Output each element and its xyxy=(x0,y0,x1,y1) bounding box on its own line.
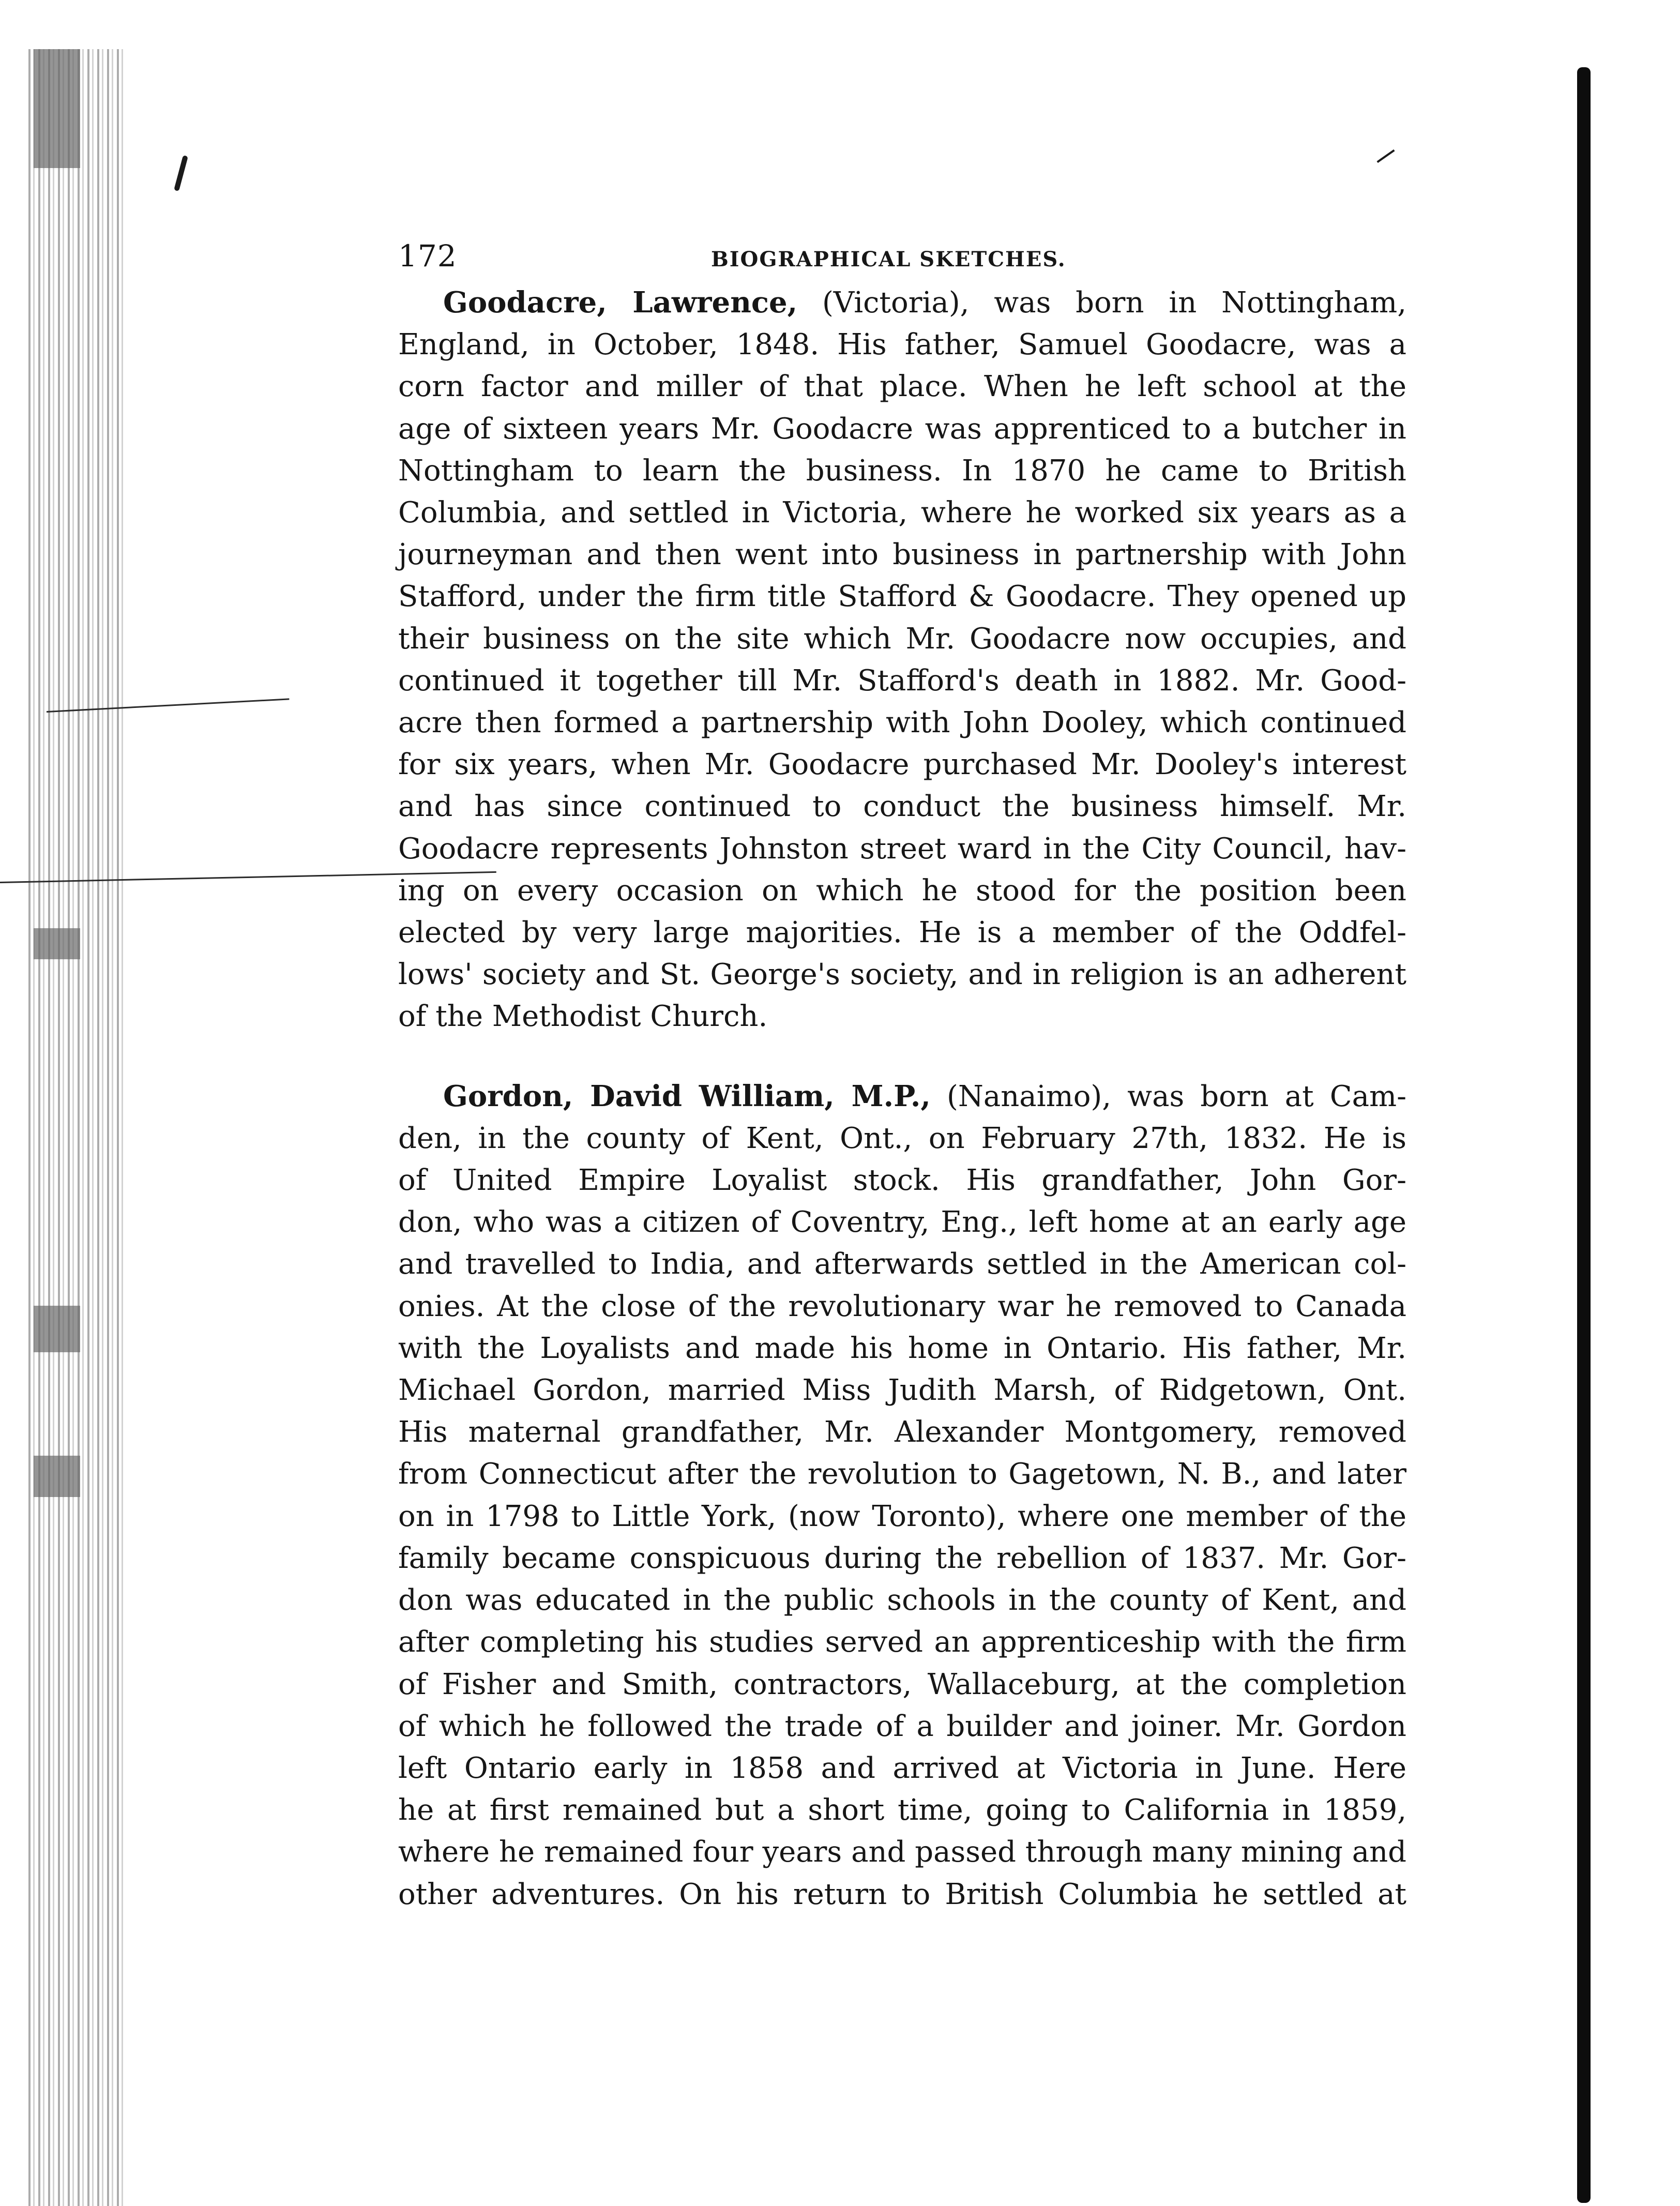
binding-shadow-right xyxy=(1577,67,1591,2203)
text-line: Nottingham to learn the business. In 1870 he came to British xyxy=(398,454,1406,488)
scan-blotch xyxy=(34,49,80,168)
text-line: continued it together till Mr. Stafford's death in 1882. Mr. Good- xyxy=(398,663,1406,698)
text-line: onies. At the close of the revolutionary war he removed to Canada xyxy=(398,1289,1406,1323)
text-line: Stafford, under the firm title Stafford & Goodacre. They opened up xyxy=(398,580,1406,614)
running-title: BIOGRAPHICAL SKETCHES. xyxy=(711,247,1066,271)
text-line: their business on the site which Mr. Goodacre now occupies, and xyxy=(398,622,1406,656)
text-line: and travelled to India, and afterwards settled in the American col- xyxy=(398,1247,1406,1281)
text-line: of the Methodist Church. xyxy=(398,1000,768,1034)
text-line: Michael Gordon, married Miss Judith Marsh, of Ridgetown, Ont. xyxy=(398,1373,1406,1408)
text-line: and has since continued to conduct the business himself. Mr. xyxy=(398,790,1406,824)
text-line: corn factor and miller of that place. When he left school at the xyxy=(398,370,1406,404)
text-line: where he remained four years and passed through many mining and xyxy=(398,1835,1406,1869)
document-page xyxy=(398,235,1406,1915)
text-line: after completing his studies served an apprenticeship with the firm xyxy=(398,1625,1406,1659)
text-line: other adventures. On his return to British Columbia he settled at xyxy=(398,1877,1406,1911)
scan-blotch xyxy=(34,1456,80,1497)
text-line: family became conspicuous during the rebellion of 1837. Mr. Gor- xyxy=(398,1541,1406,1575)
text-line: for six years, when Mr. Goodacre purchased Mr. Dooley's interest xyxy=(398,748,1406,782)
text-line: acre then formed a partnership with John Dooley, which continued xyxy=(398,706,1406,740)
text-line: England, in October, 1848. His father, Samuel Goodacre, was a xyxy=(398,328,1406,362)
text-line: lows' society and St. George's society, and in religion is an adherent xyxy=(398,958,1406,992)
entry-first-line: Gordon, David William, M.P., (Nanaimo), was born at Cam- xyxy=(443,1079,1406,1113)
scan-blotch xyxy=(34,928,80,959)
scan-mark xyxy=(174,155,188,191)
text-line: den, in the county of Kent, Ont., on February 27th, 1832. He is xyxy=(398,1121,1406,1155)
text-line: of which he followed the trade of a builder and joiner. Mr. Gordon xyxy=(398,1709,1406,1743)
binding-shadow-left xyxy=(28,49,124,2206)
biography-entry-goodacre xyxy=(398,282,1406,1038)
text-line: elected by very large majorities. He is a member of the Oddfel- xyxy=(398,916,1406,950)
text-line: with the Loyalists and made his home in Ontario. His father, Mr. xyxy=(398,1331,1406,1365)
entry-name: Gordon, David William, M.P., xyxy=(443,1079,931,1113)
text-line: age of sixteen years Mr. Goodacre was apprenticed to a butcher in xyxy=(398,412,1406,446)
text-line: from Connecticut after the revolution to Gagetown, N. B., and later xyxy=(398,1457,1406,1491)
text-line: Columbia, and settled in Victoria, where he worked six years as a xyxy=(398,496,1406,530)
text-line: don was educated in the public schools in the county of Kent, and xyxy=(398,1583,1406,1618)
text-line: he at first remained but a short time, going to California in 1859, xyxy=(398,1793,1406,1827)
page-number: 172 xyxy=(398,238,457,274)
text-line: of United Empire Loyalist stock. His grandfather, John Gor- xyxy=(398,1164,1406,1198)
text-line: on in 1798 to Little York, (now Toronto), where one member of the xyxy=(398,1499,1406,1533)
entry-first-line: Goodacre, Lawrence, (Victoria), was born in Nottingham, xyxy=(443,285,1406,320)
text-line: ing on every occasion on which he stood for the position been xyxy=(398,873,1406,908)
running-head xyxy=(398,235,1406,277)
text-line: His maternal grandfather, Mr. Alexander Montgomery, removed xyxy=(398,1415,1406,1449)
scan-blotch xyxy=(34,1306,80,1352)
text-line: of Fisher and Smith, contractors, Wallaceburg, at the completion xyxy=(398,1667,1406,1701)
entry-name: Goodacre, Lawrence, xyxy=(443,285,798,320)
text-line: left Ontario early in 1858 and arrived at Victoria in June. Here xyxy=(398,1751,1406,1785)
biography-entry-gordon xyxy=(398,1076,1406,1915)
text-line: journeyman and then went into business in partnership with John xyxy=(398,538,1406,572)
text-line: Goodacre represents Johnston street ward in the City Council, hav- xyxy=(398,832,1406,866)
scan-mark xyxy=(1376,149,1395,163)
text-line: don, who was a citizen of Coventry, Eng., left home at an early age xyxy=(398,1205,1406,1240)
